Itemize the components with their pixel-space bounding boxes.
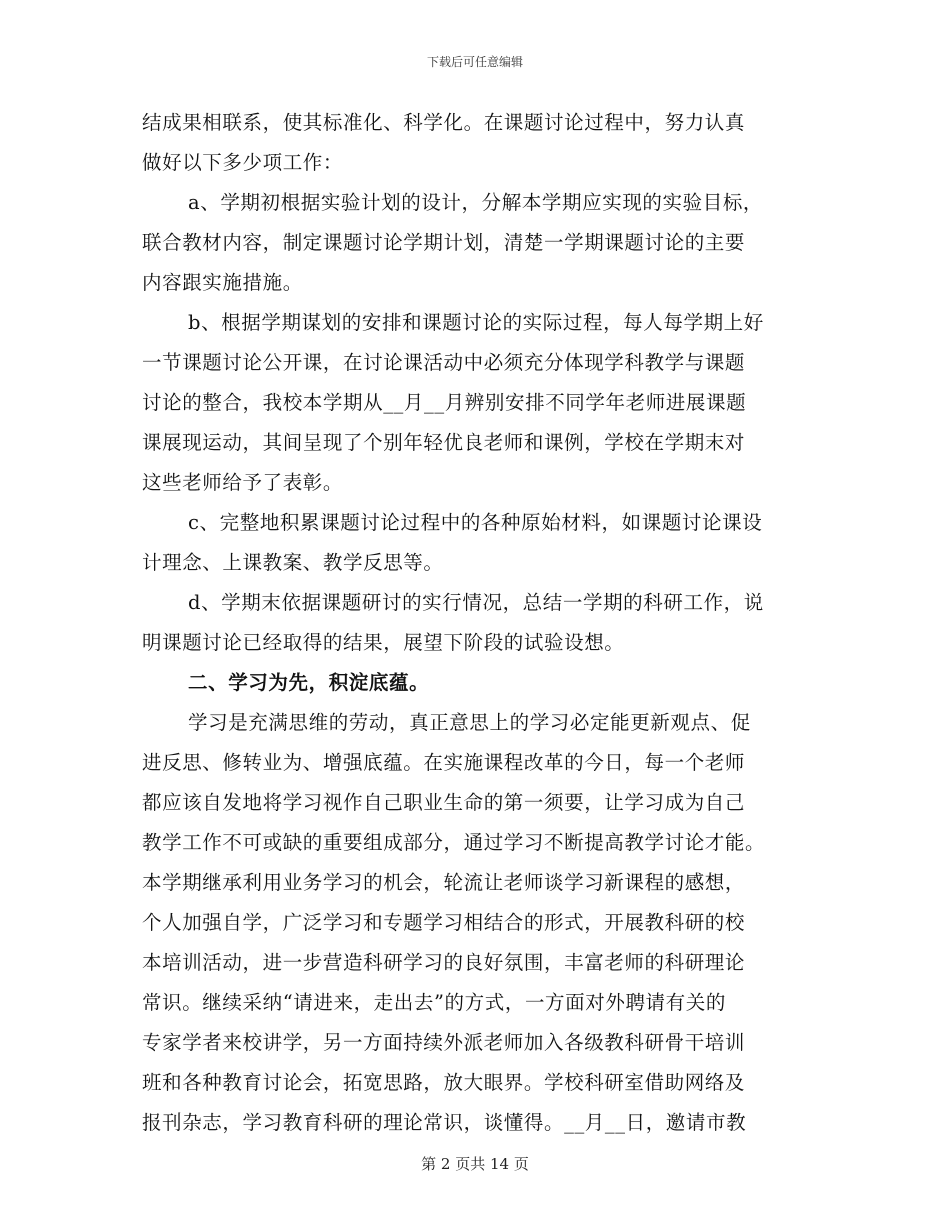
text-line: 这些老师给予了表彰。	[142, 471, 344, 494]
text-line: 明课题讨论已经取得的结果，展望下阶段的试验设想。	[142, 631, 625, 654]
text-line: 本培训活动，进一步营造科研学习的良好氛围，丰富老师的科研理论	[142, 951, 746, 974]
page-header: 下载后可任意编辑	[426, 55, 523, 69]
text-line: 学习是充满思维的劳动，真正意思上的学习必定能更新观点、促	[188, 711, 751, 734]
text-line: 联合教材内容，制定课题讨论学期计划，清楚一学期课题讨论的主要	[142, 231, 746, 254]
text-line: 都应该自发地将学习视作自己职业生命的第一须要，让学习成为自己	[142, 791, 746, 814]
page-footer: 第 2 页共 14 页	[421, 1155, 529, 1173]
text-line: 个人加强自学，广泛学习和专题学习相结合的形式，开展教科研的校	[142, 911, 746, 934]
text-line: 进反思、修转业为、增强底蕴。在实施课程改革的今日，每一个老师	[142, 751, 746, 774]
text-line: 计理念、上课教案、教学反思等。	[142, 551, 444, 574]
text-line: 常识。继续采纳“请进来，走出去”的方式，一方面对外聘请有关的	[142, 991, 726, 1014]
text-line: 结成果相联系，使其标准化、科学化。在课题讨论过程中，努力认真	[142, 111, 746, 134]
text-line: 一节课题讨论公开课，在讨论课活动中必须充分体现学科教学与课题	[142, 351, 746, 374]
text-line: d、学期末依据课题研讨的实行情况，总结一学期的科研工作，说	[188, 591, 764, 614]
text-line: 做好以下多少项工作：	[142, 151, 344, 174]
text-line: b、根据学期谋划的安排和课题讨论的实际过程，每人每学期上好	[188, 311, 764, 334]
body-text	[142, 103, 832, 1143]
text-line: 内容跟实施措施。	[142, 271, 303, 294]
section-heading: 二、学习为先，积淀底蕴。	[188, 671, 430, 694]
text-line: a、学期初根据实验计划的设计，分解本学期应实现的实验目标，	[188, 191, 764, 214]
text-line: 课展现运动，其间呈现了个别年轻优良老师和课例，学校在学期末对	[142, 431, 746, 454]
text-line: 本学期继承利用业务学习的机会，轮流让老师谈学习新课程的感想，	[142, 871, 746, 894]
text-line: 讨论的整合，我校本学期从__月__月辨别安排不同学年老师进展课题	[142, 391, 747, 414]
text-line: 班和各种教育讨论会，拓宽思路，放大眼界。学校科研室借助网络及	[142, 1071, 746, 1094]
text-line: 专家学者来校讲学，另一方面持续外派老师加入各级教科研骨干培训	[142, 1031, 746, 1054]
text-line: c、完整地积累课题讨论过程中的各种原始材料，如课题讨论课设	[188, 511, 763, 534]
text-line: 报刊杂志，学习教育科研的理论常识，谈懂得。__月__日，邀请市教	[142, 1111, 747, 1134]
text-line: 教学工作不可或缺的重要组成部分，通过学习不断提高教学讨论才能。	[142, 831, 766, 854]
